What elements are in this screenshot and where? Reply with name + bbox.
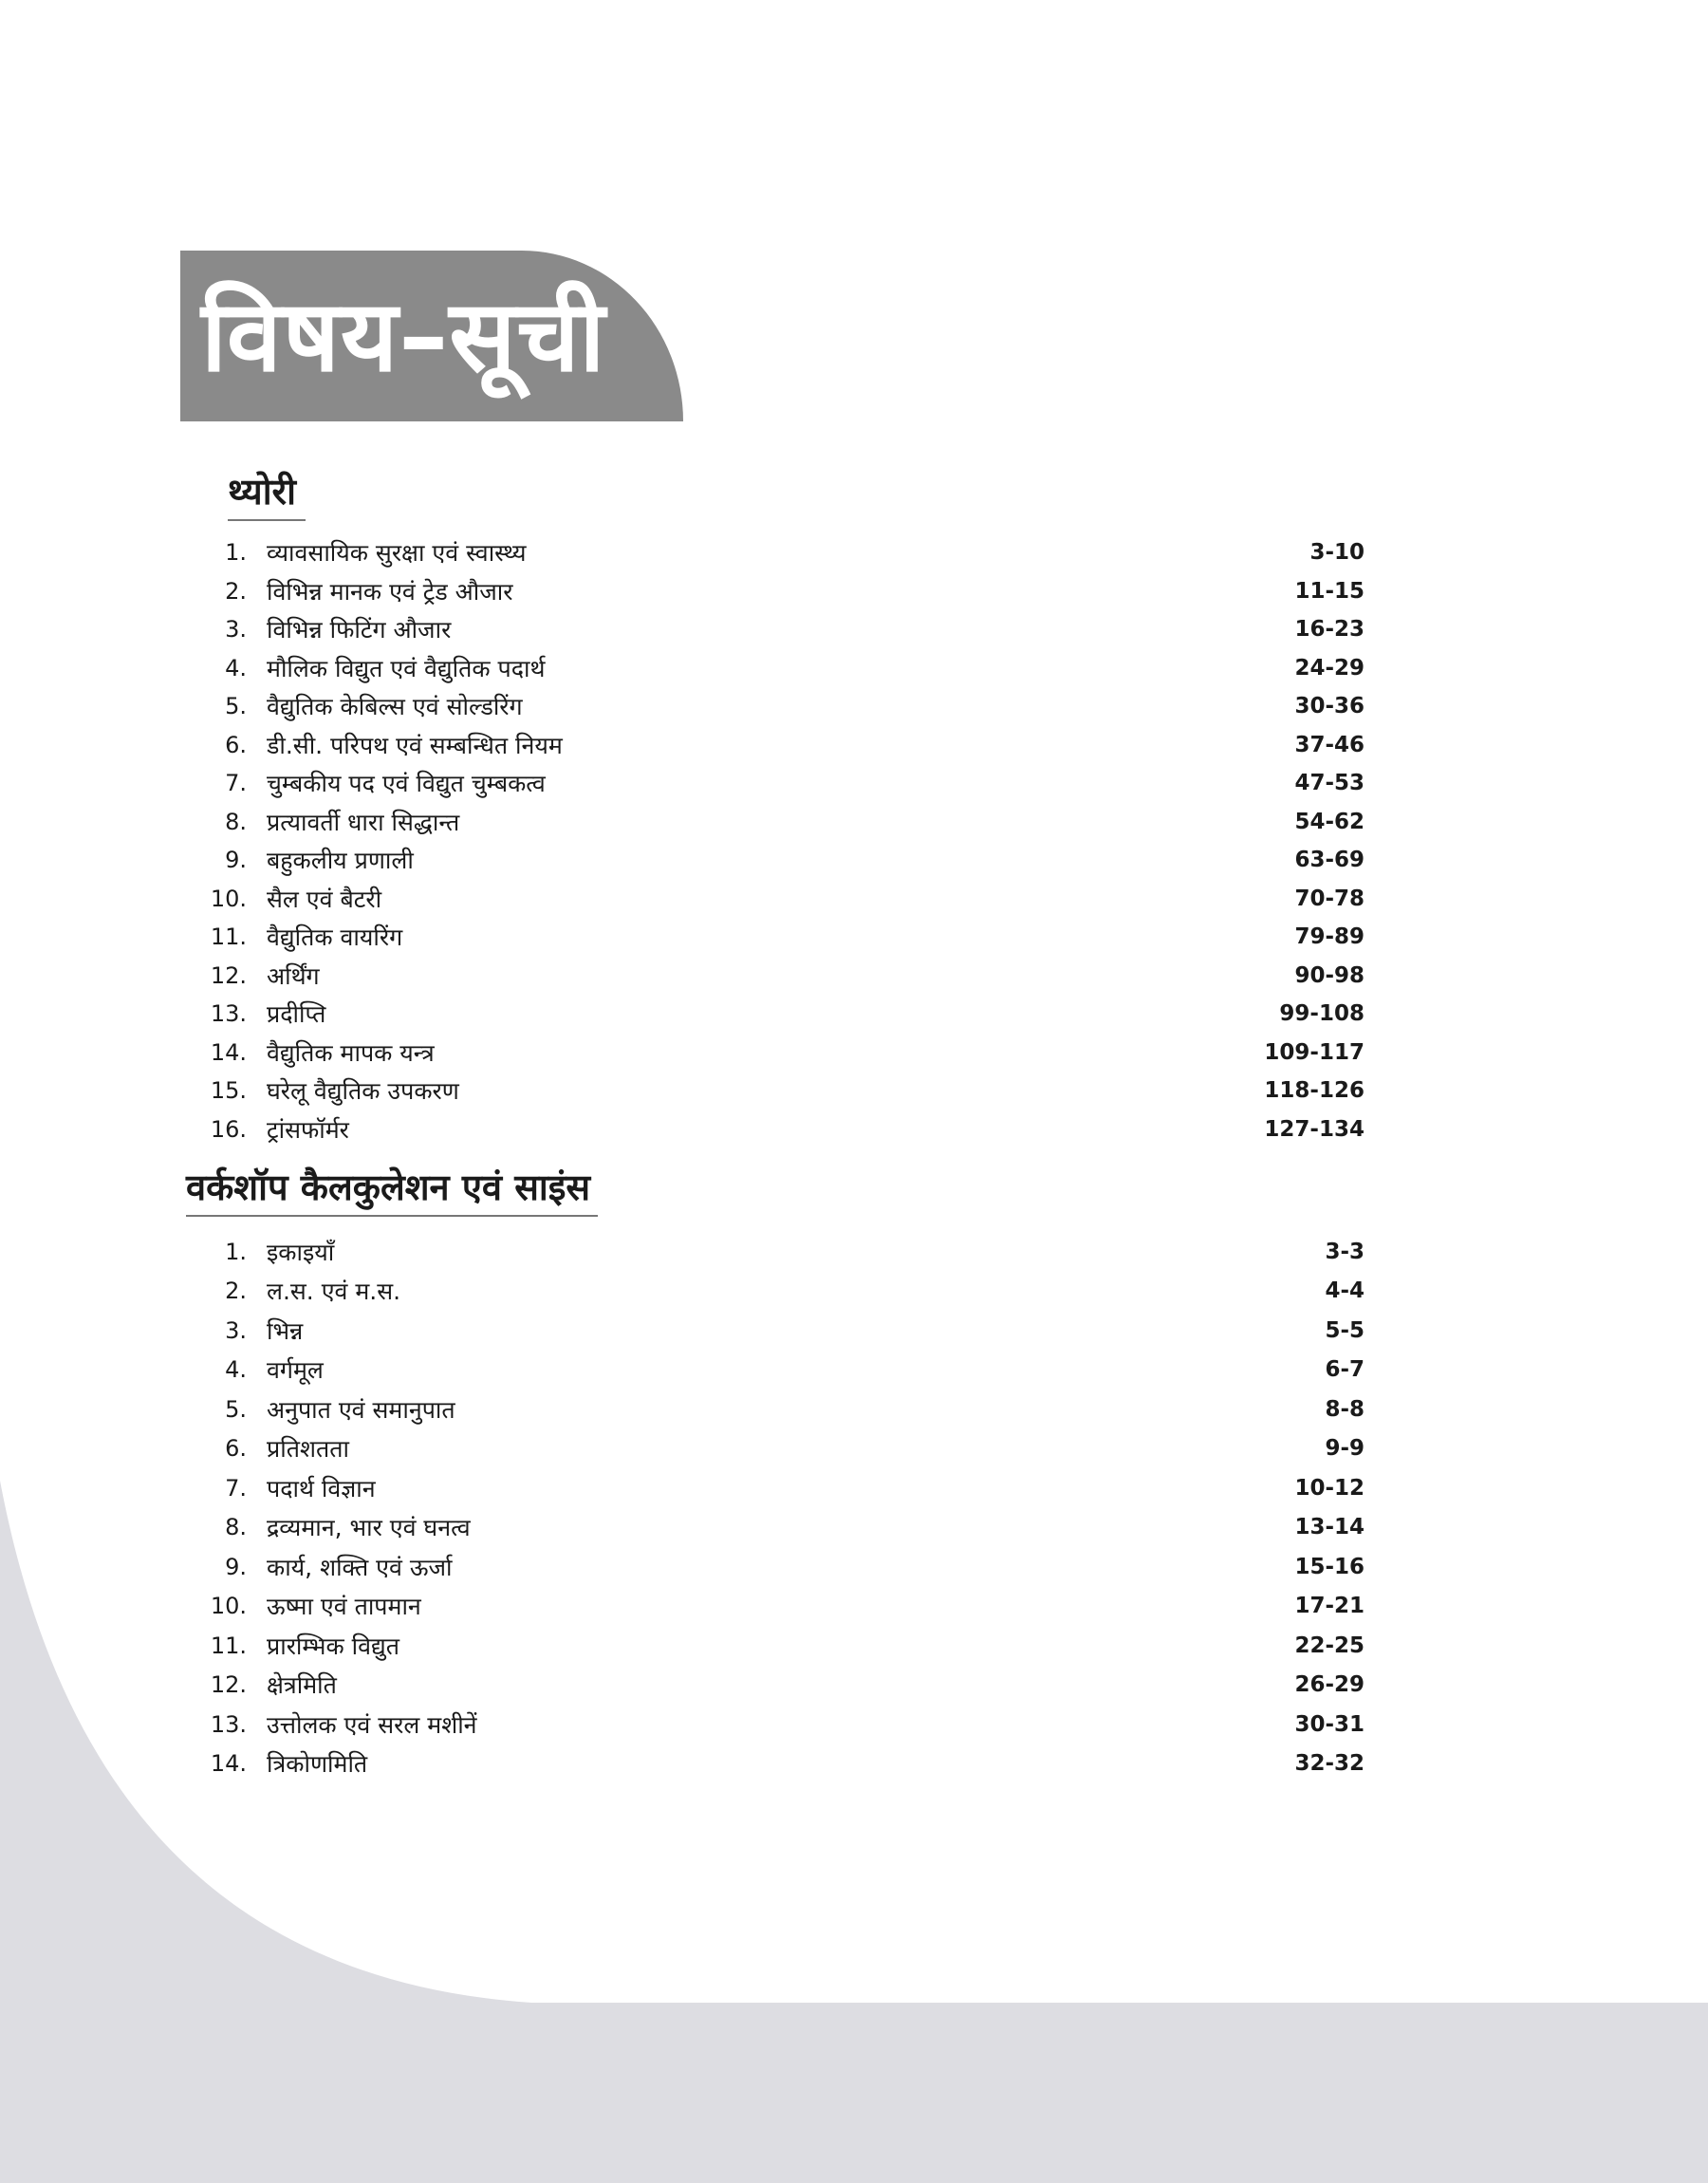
toc-entry xyxy=(209,957,1365,996)
toc-entry xyxy=(209,1072,1365,1110)
toc-entry-number: 3. xyxy=(225,616,247,644)
toc-entry-pages: 90-98 xyxy=(1294,962,1365,988)
toc-entry-pages: 109-117 xyxy=(1264,1039,1365,1065)
toc-entry-title: व्यावसायिक सुरक्षा एवं स्वास्थ्य xyxy=(267,539,527,568)
toc-entry-pages: 4-4 xyxy=(1325,1278,1365,1304)
toc-entry xyxy=(209,1666,1365,1706)
toc-entry xyxy=(209,764,1365,803)
toc-entry-pages: 3-3 xyxy=(1325,1239,1365,1264)
toc-entry-number: 5. xyxy=(225,1395,247,1423)
toc-entry-pages: 3-10 xyxy=(1309,540,1365,566)
toc-entry-pages: 17-21 xyxy=(1294,1594,1365,1619)
toc-entry-number: 1. xyxy=(225,1238,247,1265)
toc-entry-pages: 10-12 xyxy=(1294,1475,1365,1501)
toc-entry xyxy=(209,1745,1365,1784)
toc-entry-number: 8. xyxy=(225,1514,247,1541)
toc-list-workshop-calculation xyxy=(209,1232,1365,1783)
toc-entry-number: 6. xyxy=(225,1435,247,1463)
toc-entry-number: 9. xyxy=(225,1553,247,1580)
toc-entry-pages: 127-134 xyxy=(1264,1116,1365,1142)
toc-entry-number: 2. xyxy=(225,577,247,605)
toc-entry-pages: 118-126 xyxy=(1264,1078,1365,1104)
toc-entry-number: 2. xyxy=(225,1278,247,1305)
toc-entry-title: प्रतिशतता xyxy=(267,1435,349,1464)
toc-entry-title: कार्य, शक्ति एवं ऊर्जा xyxy=(267,1553,453,1581)
toc-entry-pages: 30-36 xyxy=(1294,694,1365,719)
toc-entry-number: 14. xyxy=(210,1038,247,1066)
toc-entry-number: 7. xyxy=(225,770,247,797)
section-heading-workshop-calculation: वर्कशॉप कैलकुलेशन एवं साइंस xyxy=(186,1167,598,1217)
section-heading-theory: थ्योरी xyxy=(228,472,306,521)
toc-entry-title: त्रिकोणमिति xyxy=(267,1750,368,1779)
toc-entry xyxy=(209,1468,1365,1508)
toc-entry-title: क्षेत्रमिति xyxy=(267,1671,337,1700)
toc-entry-title: इकाइयाँ xyxy=(267,1238,335,1266)
toc-entry-number: 12. xyxy=(210,961,247,989)
toc-entry-title: प्रारम्भिक विद्युत xyxy=(267,1632,399,1660)
toc-entry-title: घरेलू वैद्युतिक उपकरण xyxy=(267,1077,459,1106)
toc-entry-title: बहुकलीय प्रणाली xyxy=(267,847,414,875)
page-title: विषय–सूची xyxy=(201,278,606,394)
toc-entry xyxy=(209,1272,1365,1312)
toc-entry-number: 16. xyxy=(210,1115,247,1143)
toc-entry xyxy=(209,1705,1365,1745)
toc-entry xyxy=(209,1351,1365,1390)
toc-entry-number: 15. xyxy=(210,1077,247,1105)
toc-entry-number: 1. xyxy=(225,539,247,567)
toc-entry-title: प्रदीप्ति xyxy=(267,1000,326,1029)
toc-entry-title: प्रत्यावर्ती धारा सिद्धान्त xyxy=(267,808,460,836)
toc-entry xyxy=(209,1034,1365,1073)
toc-entry-pages: 5-5 xyxy=(1325,1317,1365,1343)
toc-entry-pages: 37-46 xyxy=(1294,732,1365,757)
toc-entry-pages: 13-14 xyxy=(1294,1515,1365,1540)
toc-entry xyxy=(209,726,1365,765)
toc-entry xyxy=(209,1390,1365,1429)
toc-entry xyxy=(209,1626,1365,1666)
toc-entry-pages: 22-25 xyxy=(1294,1633,1365,1658)
toc-entry-number: 3. xyxy=(225,1316,247,1344)
toc-entry xyxy=(209,1429,1365,1469)
toc-entry-title: उत्तोलक एवं सरल मशीनें xyxy=(267,1710,477,1739)
toc-entry-title: भिन्न xyxy=(267,1316,304,1345)
toc-entry-number: 8. xyxy=(225,808,247,835)
toc-entry-pages: 15-16 xyxy=(1294,1554,1365,1579)
toc-entry-pages: 63-69 xyxy=(1294,848,1365,873)
toc-entry-number: 5. xyxy=(225,693,247,720)
toc-entry-title: ल.स. एवं म.स. xyxy=(267,1278,401,1306)
toc-entry-pages: 70-78 xyxy=(1294,886,1365,911)
toc-entry-title: विभिन्न मानक एवं ट्रेड औजार xyxy=(267,577,513,606)
toc-entry xyxy=(209,572,1365,611)
toc-entry-number: 4. xyxy=(225,654,247,681)
toc-entry xyxy=(209,841,1365,880)
toc-entry-pages: 16-23 xyxy=(1294,617,1365,643)
toc-entry-pages: 9-9 xyxy=(1325,1436,1365,1462)
toc-entry xyxy=(209,649,1365,688)
toc-entry-pages: 24-29 xyxy=(1294,655,1365,681)
toc-entry-pages: 32-32 xyxy=(1294,1751,1365,1777)
toc-entry xyxy=(209,1547,1365,1587)
toc-entry xyxy=(209,995,1365,1034)
toc-entry-pages: 6-7 xyxy=(1325,1357,1365,1383)
toc-entry xyxy=(209,1508,1365,1548)
toc-entry-pages: 11-15 xyxy=(1294,578,1365,604)
toc-entry-pages: 30-31 xyxy=(1294,1711,1365,1737)
toc-entry-title: सैल एवं बैटरी xyxy=(267,885,382,913)
toc-entry-number: 4. xyxy=(225,1356,247,1384)
toc-entry-pages: 99-108 xyxy=(1279,1001,1365,1027)
toc-entry-number: 10. xyxy=(210,1593,247,1620)
toc-entry xyxy=(209,880,1365,919)
toc-entry-title: ट्रांसफॉर्मर xyxy=(267,1115,349,1144)
toc-entry-title: पदार्थ विज्ञान xyxy=(267,1474,376,1502)
toc-entry-title: अर्थिंग xyxy=(267,961,320,990)
toc-entry-title: अनुपात एवं समानुपात xyxy=(267,1395,455,1424)
toc-entry-number: 13. xyxy=(210,1710,247,1738)
toc-entry-number: 6. xyxy=(225,731,247,758)
toc-entry xyxy=(209,1110,1365,1149)
toc-entry-number: 9. xyxy=(225,847,247,874)
toc-entry xyxy=(209,803,1365,842)
toc-entry-pages: 8-8 xyxy=(1325,1396,1365,1422)
toc-entry-number: 11. xyxy=(210,1632,247,1659)
toc-entry-pages: 54-62 xyxy=(1294,809,1365,834)
toc-entry-pages: 26-29 xyxy=(1294,1672,1365,1698)
toc-entry-pages: 79-89 xyxy=(1294,924,1365,950)
toc-entry-title: ऊष्मा एवं तापमान xyxy=(267,1593,421,1621)
toc-entry xyxy=(209,918,1365,957)
toc-entry xyxy=(209,1232,1365,1272)
toc-entry xyxy=(209,1311,1365,1351)
toc-entry-title: वैद्युतिक वायरिंग xyxy=(267,924,403,952)
toc-entry-number: 14. xyxy=(210,1750,247,1778)
toc-entry-title: द्रव्यमान, भार एवं घनत्व xyxy=(267,1514,471,1542)
toc-entry-number: 12. xyxy=(210,1671,247,1699)
toc-entry xyxy=(209,1587,1365,1627)
toc-entry-title: विभिन्न फिटिंग औजार xyxy=(267,616,452,644)
toc-entry-title: वैद्युतिक केबिल्स एवं सोल्डरिंग xyxy=(267,693,523,721)
toc-entry-number: 13. xyxy=(210,1000,247,1028)
toc-entry xyxy=(209,610,1365,649)
toc-entry-title: मौलिक विद्युत एवं वैद्युतिक पदार्थ xyxy=(267,654,546,682)
toc-entry-title: वैद्युतिक मापक यन्त्र xyxy=(267,1038,435,1067)
toc-entry-title: डी.सी. परिपथ एवं सम्बन्धित नियम xyxy=(267,731,563,759)
toc-entry xyxy=(209,687,1365,726)
toc-entry xyxy=(209,533,1365,572)
title-banner xyxy=(180,251,683,421)
toc-entry-title: चुम्बकीय पद एवं विद्युत चुम्बकत्व xyxy=(267,770,546,798)
toc-entry-pages: 47-53 xyxy=(1294,771,1365,796)
toc-entry-number: 10. xyxy=(210,885,247,912)
toc-list-theory xyxy=(209,533,1365,1148)
toc-entry-number: 7. xyxy=(225,1474,247,1502)
toc-entry-title: वर्गमूल xyxy=(267,1356,324,1385)
toc-entry-number: 11. xyxy=(210,924,247,951)
